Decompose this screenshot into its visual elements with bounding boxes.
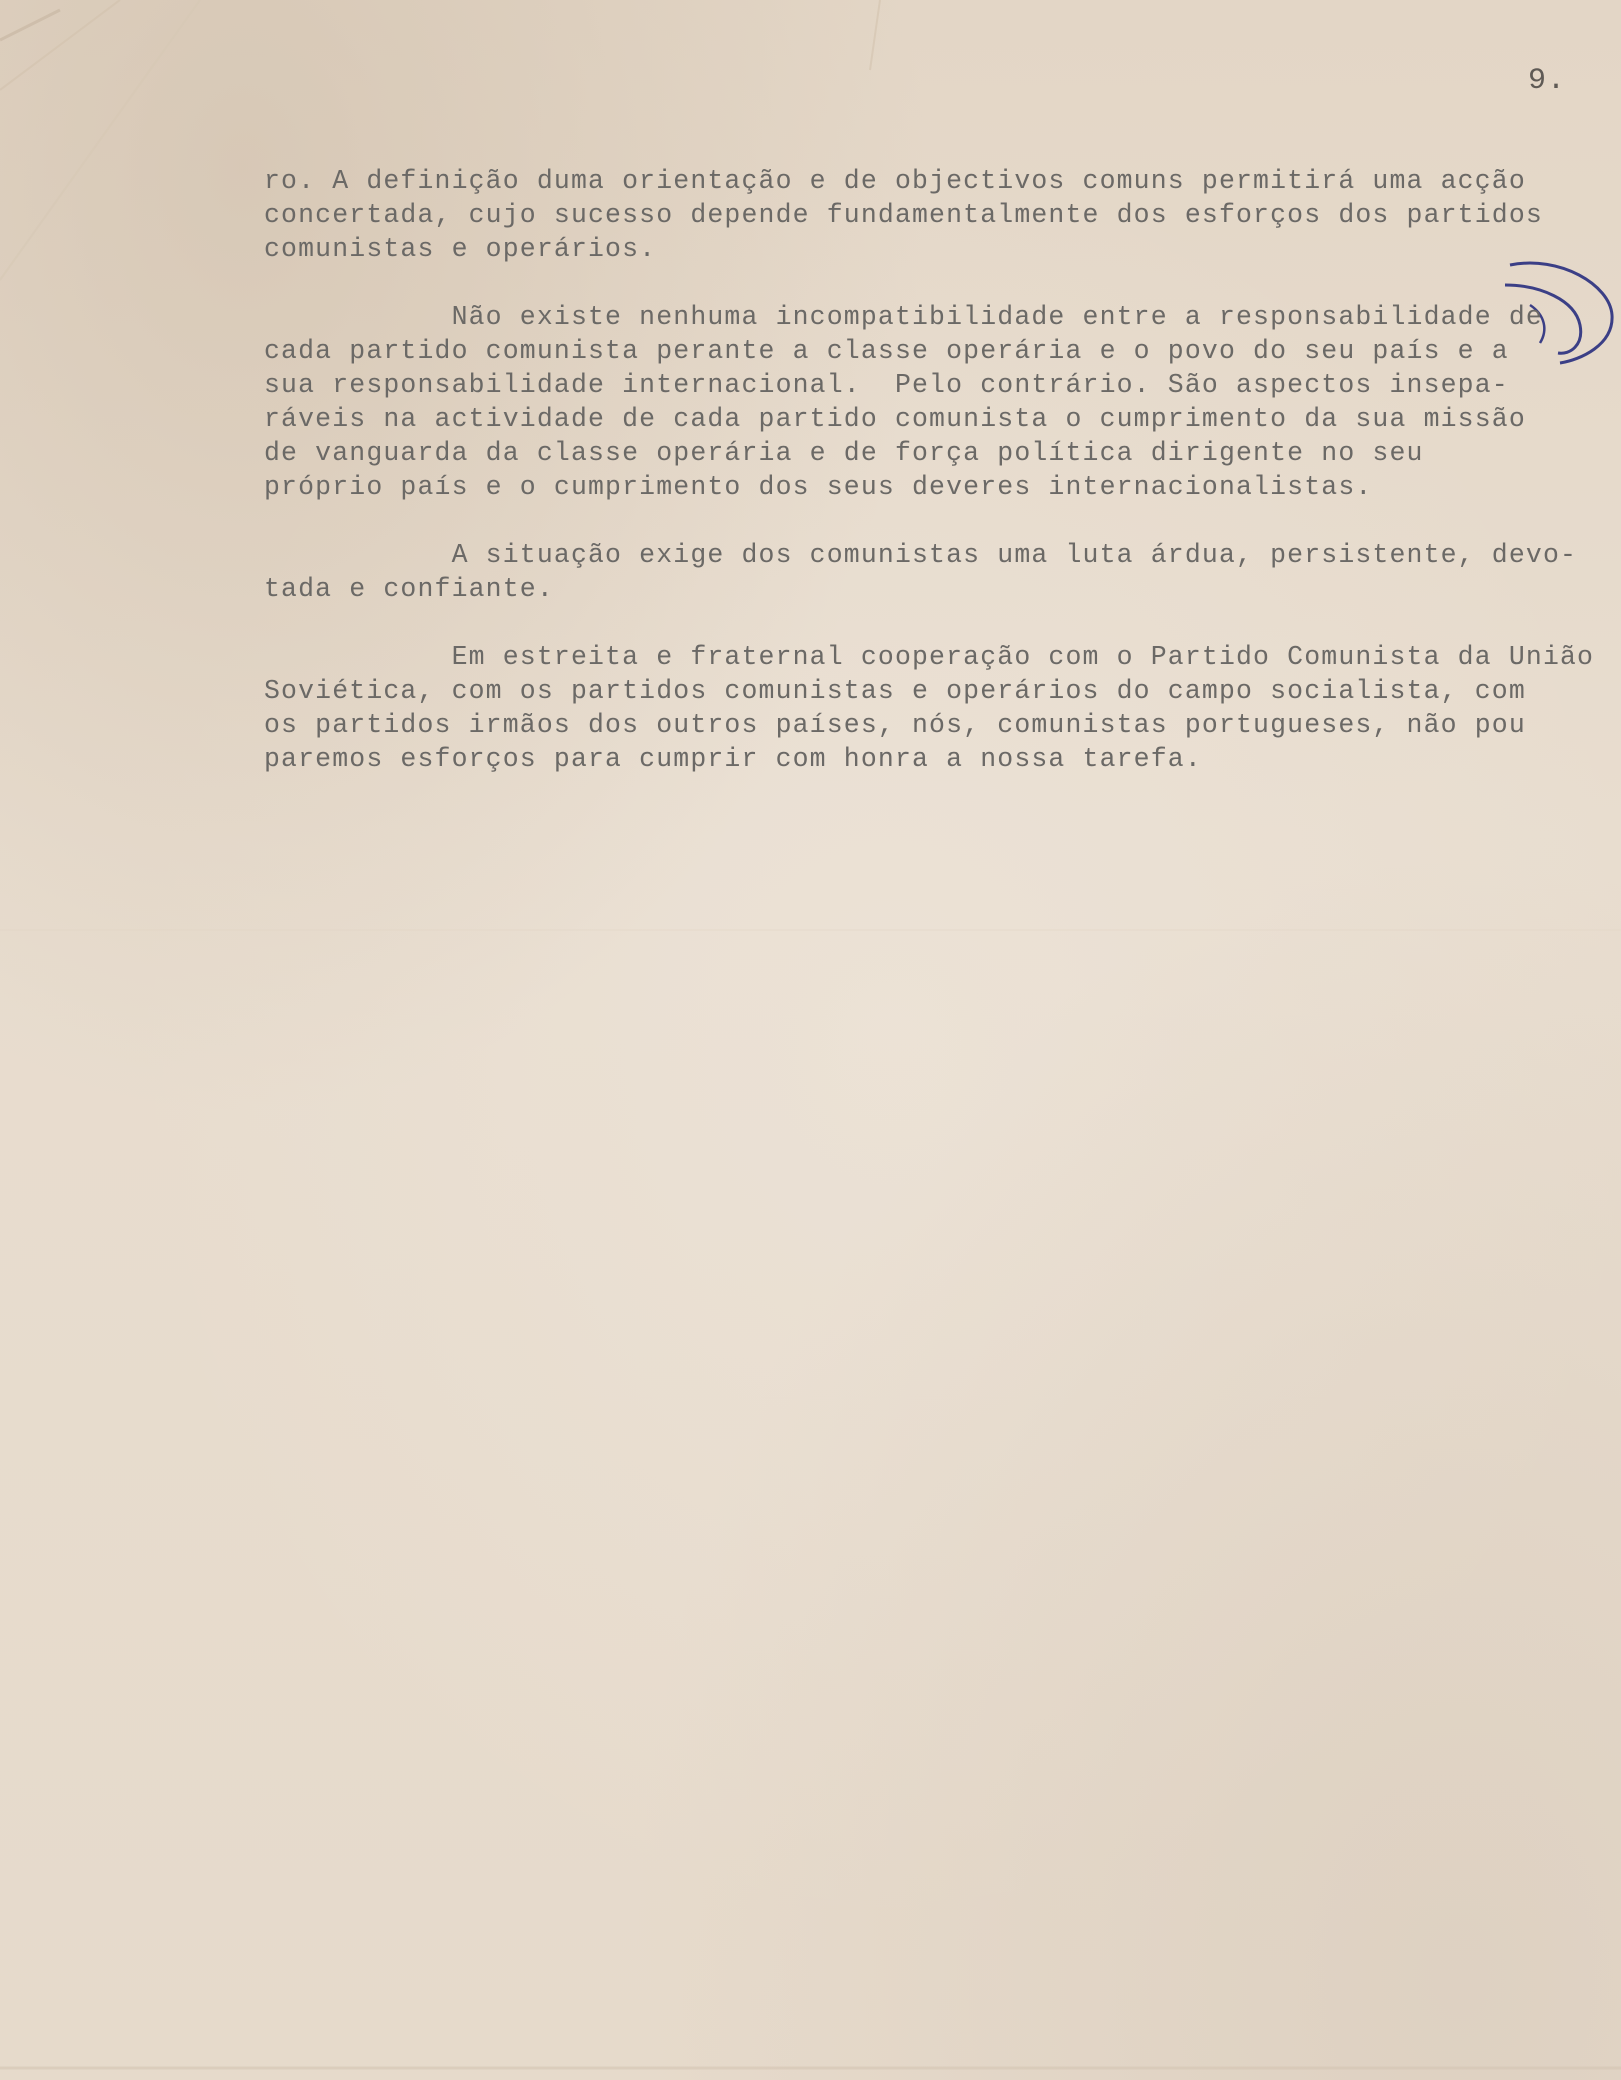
paragraph-3 bbox=[264, 538, 1594, 606]
text-line: de vanguarda da classe operária e de força política dirigente no seu bbox=[264, 438, 1424, 468]
text-line: comunistas e operários. bbox=[264, 234, 657, 264]
text-line: sua responsabilidade internacional. Pelo contrário. São aspectos insepa- bbox=[264, 370, 1509, 400]
text-line: paremos esforços para cumprir com honra a nossa tarefa. bbox=[264, 744, 1202, 774]
text-line: Não existe nenhuma incompatibilidade entre a responsabilidade de bbox=[264, 302, 1543, 332]
paragraph-4 bbox=[264, 640, 1594, 776]
text-line: ro. A definição duma orientação e de objectivos comuns permitirá uma acção bbox=[264, 166, 1526, 196]
text-line: A situação exige dos comunistas uma luta árdua, persistente, devo- bbox=[264, 540, 1578, 570]
paragraph-1 bbox=[264, 164, 1594, 266]
text-line: os partidos irmãos dos outros países, nós, comunistas portugueses, não pou bbox=[264, 710, 1526, 740]
text-line: próprio país e o cumprimento dos seus deveres internacionalistas. bbox=[264, 472, 1373, 502]
page-number: 9. bbox=[1528, 64, 1567, 98]
text-line: concertada, cujo sucesso depende fundamentalmente dos esforços dos partidos bbox=[264, 200, 1543, 230]
text-line: ráveis na actividade de cada partido comunista o cumprimento da sua missão bbox=[264, 404, 1526, 434]
paragraph-2 bbox=[264, 300, 1594, 504]
text-line: cada partido comunista perante a classe operária e o povo do seu país e a bbox=[264, 336, 1509, 366]
typewritten-text bbox=[264, 164, 1594, 810]
text-line: Em estreita e fraternal cooperação com o Partido Comunista da União bbox=[264, 642, 1595, 672]
text-line: tada e confiante. bbox=[264, 574, 554, 604]
text-line: Soviética, com os partidos comunistas e operários do campo socialista, com bbox=[264, 676, 1526, 706]
